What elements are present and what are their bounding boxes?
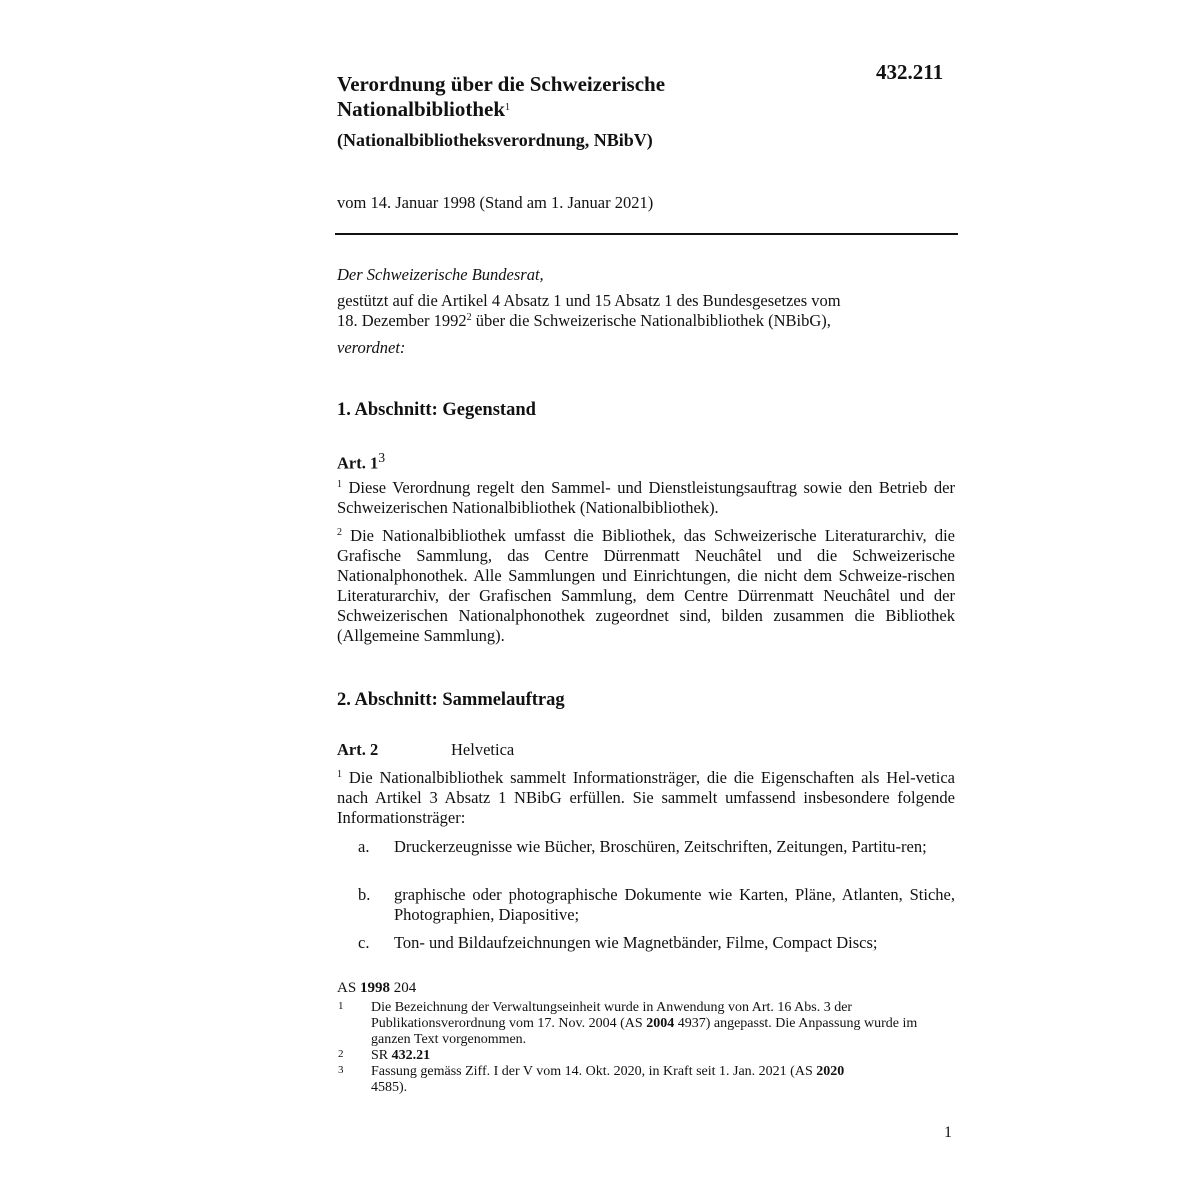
section-2-heading: 2. Abschnitt: Sammelauftrag xyxy=(337,690,565,710)
paragraph-text: Diese Verordnung regelt den Sammel- und Dienstleistungsauftrag sowie den Betrieb der Schweizerischen Nationalbibliothek (Nationalbibliothek). xyxy=(337,478,955,517)
list-item-text: graphische oder photographische Dokumente wie Karten, Pläne, Atlanten, Stiche, Photographien, Diapositive; xyxy=(394,885,955,924)
footnote-number: 2 xyxy=(338,1048,344,1060)
title-line-1: Verordnung über die Schweizerische xyxy=(337,72,666,96)
article-2-label: Art. 2 xyxy=(337,740,379,759)
preamble-basis-line-1: gestützt auf die Artikel 4 Absatz 1 und 15 Absatz 1 des Bundesgesetzes vom xyxy=(337,291,841,310)
page-number: 1 xyxy=(944,1124,952,1141)
article-1-label-text: Art. 1 xyxy=(337,453,379,473)
header-divider xyxy=(335,233,958,235)
paragraph-number: 2 xyxy=(337,527,342,538)
footnote-number: 3 xyxy=(338,1064,344,1076)
footnote-text: SR xyxy=(371,1048,392,1063)
paragraph-text: Die Nationalbibliothek sammelt Informationsträger, die die Eigenschaften als Hel-vetica nach Artikel 3 Absatz 1 NBibG erfüllen. Sie sammelt umfassend insbesondere folgende Informationsträger: xyxy=(337,768,955,827)
list-item-text: Druckerzeugnisse wie Bücher, Broschüren, Zeitschriften, Zeitungen, Partitu-ren; xyxy=(394,837,927,856)
footnote-number: 1 xyxy=(338,1000,344,1012)
as-prefix: AS xyxy=(337,980,360,996)
preamble-basis-line-2 xyxy=(337,311,957,331)
paragraph-number: 1 xyxy=(337,769,342,780)
article-1-paragraph-2 xyxy=(337,526,955,646)
article-1-paragraph-1 xyxy=(337,478,955,518)
sr-number: 432.211 xyxy=(876,60,944,84)
footnote-ref-1[interactable]: 1 xyxy=(505,102,511,113)
list-item-letter: b. xyxy=(358,885,371,904)
list-item-text: Ton- und Bildaufzeichnungen wie Magnetbänder, Filme, Compact Discs; xyxy=(394,933,878,952)
footnote-text: 4585). xyxy=(371,1080,408,1095)
footnote-1 xyxy=(371,1000,956,1048)
as-page: 204 xyxy=(389,980,417,996)
article-2-title: Helvetica xyxy=(451,740,515,759)
preamble-basis xyxy=(337,291,957,331)
document-date: vom 14. Januar 1998 (Stand am 1. Januar 2021) xyxy=(337,193,654,212)
preamble-authority: Der Schweizerische Bundesrat, xyxy=(337,265,544,284)
footnote-text: 4937) angepasst. Die Anpassung wurde im ganzen Text vorgenommen. xyxy=(371,1016,918,1047)
list-item-letter: c. xyxy=(358,933,370,952)
footnote-bold: 2004 xyxy=(646,1016,675,1031)
document-title xyxy=(337,72,817,122)
footnote-bold: 2020 xyxy=(816,1064,845,1079)
list-item-letter: a. xyxy=(358,837,370,856)
article-1-label xyxy=(337,450,385,474)
paragraph-number: 1 xyxy=(337,479,342,490)
preamble-basis-rest: über die Schweizerische Nationalbibliothek (NBibG), xyxy=(471,311,831,330)
footnote-2 xyxy=(371,1048,430,1064)
footnote-text: Fassung gemäss Ziff. I der V vom 14. Okt. 2020, in Kraft seit 1. Jan. 2021 (AS xyxy=(371,1064,817,1079)
footnote-ref-3[interactable]: 3 xyxy=(378,450,386,465)
footnote-bold: 432.21 xyxy=(391,1048,431,1063)
title-line-2-text: Nationalbibliothek xyxy=(337,97,506,121)
footnote-3 xyxy=(371,1064,861,1096)
article-2-paragraph-1 xyxy=(337,768,955,828)
paragraph-text: Die Nationalbibliothek umfasst die Bibliothek, das Schweizerische Literaturarchiv, die Grafische Sammlung, das Centre Dürrenmatt Neuchâtel und die Schweizerische Nationalphonothek. Alle Sammlungen und Einrichtungen, die nicht dem Schweize-rischen Literaturarchiv, der Grafischen Sammlung, dem Centre Dürrenmatt Neuchâtel und der Schweizerischen Nationalphonothek zugeordnet sind, bilden zusammen die Bibliothek (Allgemeine Sammlung). xyxy=(337,526,955,645)
footnote-text: Die Bezeichnung der Verwaltungseinheit wurde in Anwendung von Art. 16 Abs. 3 der Publikationsverordnung vom 17. Nov. 2004 (AS xyxy=(371,1000,853,1031)
footnote-ref-2[interactable]: 2 xyxy=(466,312,472,323)
official-collection-reference xyxy=(337,980,416,996)
section-1-heading: 1. Abschnitt: Gegenstand xyxy=(337,400,536,420)
document-subtitle: (Nationalbibliotheksverordnung, NBibV) xyxy=(337,130,653,150)
as-year: 1998 xyxy=(359,980,390,996)
preamble-basis-date: 18. Dezember 1992 xyxy=(337,311,467,330)
preamble-decree: verordnet: xyxy=(337,338,406,357)
title-line-2 xyxy=(337,97,817,122)
